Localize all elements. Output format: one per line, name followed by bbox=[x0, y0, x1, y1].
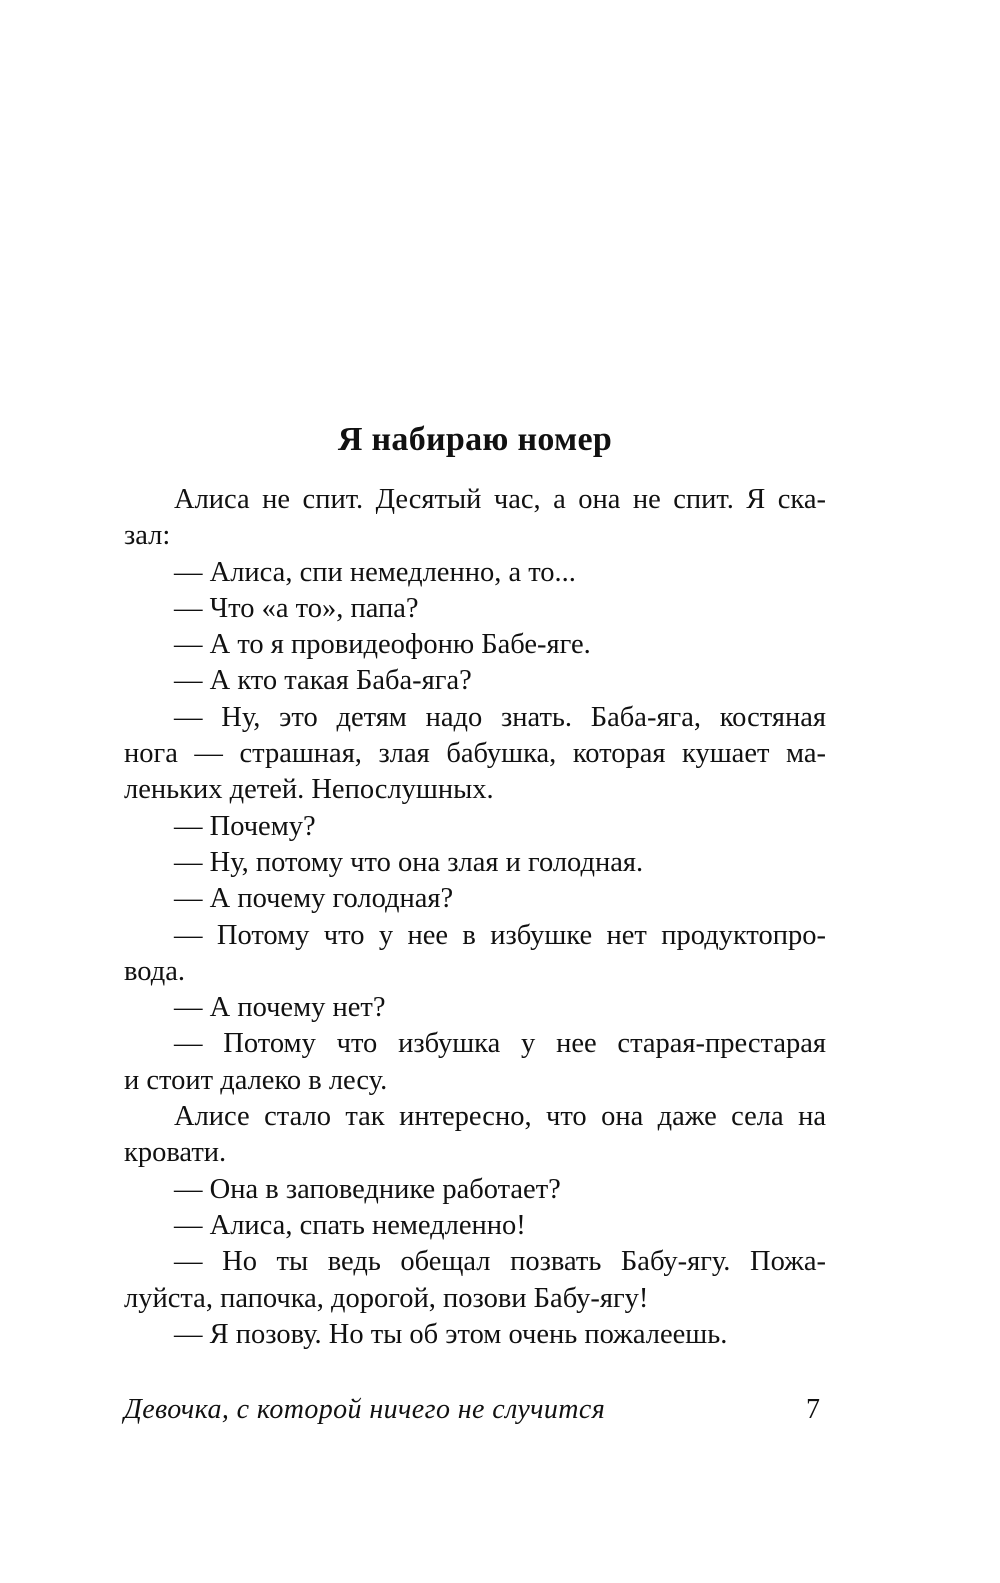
text-line: — Алиса, спать немедленно! bbox=[174, 1209, 526, 1241]
text-line: нога — страшная, злая бабушка, которая кушает ма- bbox=[124, 738, 826, 770]
text-line: — Ну, это детям надо знать. Баба-яга, костяная bbox=[174, 701, 826, 733]
chapter-title: Я набираю номер bbox=[337, 421, 613, 458]
text-line: — Я позову. Но ты об этом очень пожалеешь. bbox=[174, 1318, 728, 1350]
text-line: — Ну, потому что она злая и голодная. bbox=[174, 846, 644, 878]
text-line: кровати. bbox=[124, 1137, 227, 1169]
text-line: леньких детей. Непослушных. bbox=[124, 774, 494, 806]
text-line: — Алиса, спи немедленно, а то... bbox=[174, 556, 576, 588]
text-line: — А то я провидеофоню Бабе-яге. bbox=[174, 629, 591, 661]
text-line: — Потому что избушка у нее старая-престарая bbox=[174, 1028, 826, 1060]
running-footer bbox=[124, 1390, 826, 1430]
text-line: — Она в заповеднике работает? bbox=[174, 1173, 561, 1205]
text-line: луйста, папочка, дорогой, позови Бабу-ягу! bbox=[124, 1282, 649, 1314]
text-line: — Почему? bbox=[174, 810, 316, 842]
text-line: Алиса не спит. Десятый час, а она не спит. Я ска- bbox=[174, 484, 826, 515]
text-line: — Что «а то», папа? bbox=[174, 592, 419, 624]
text-line: и стоит далеко в лесу. bbox=[124, 1064, 388, 1096]
footer-book-title: Девочка, с которой ничего не случится bbox=[124, 1394, 606, 1425]
text-line: — А почему голодная? bbox=[174, 883, 454, 915]
text-line: вода. bbox=[124, 955, 185, 987]
text-line: — Но ты ведь обещал позвать Бабу-ягу. Пожа- bbox=[174, 1246, 826, 1278]
text-line: — А почему нет? bbox=[174, 992, 386, 1024]
page-number: 7 bbox=[806, 1394, 820, 1425]
text-line: Алисе стало так интересно, что она даже села на bbox=[174, 1101, 826, 1133]
text-line: зал: bbox=[124, 520, 171, 552]
text-line: — Потому что у нее в избушке нет продуктопро- bbox=[174, 919, 826, 951]
body-text bbox=[124, 482, 826, 1353]
text-line: — А кто такая Баба-яга? bbox=[174, 665, 472, 697]
